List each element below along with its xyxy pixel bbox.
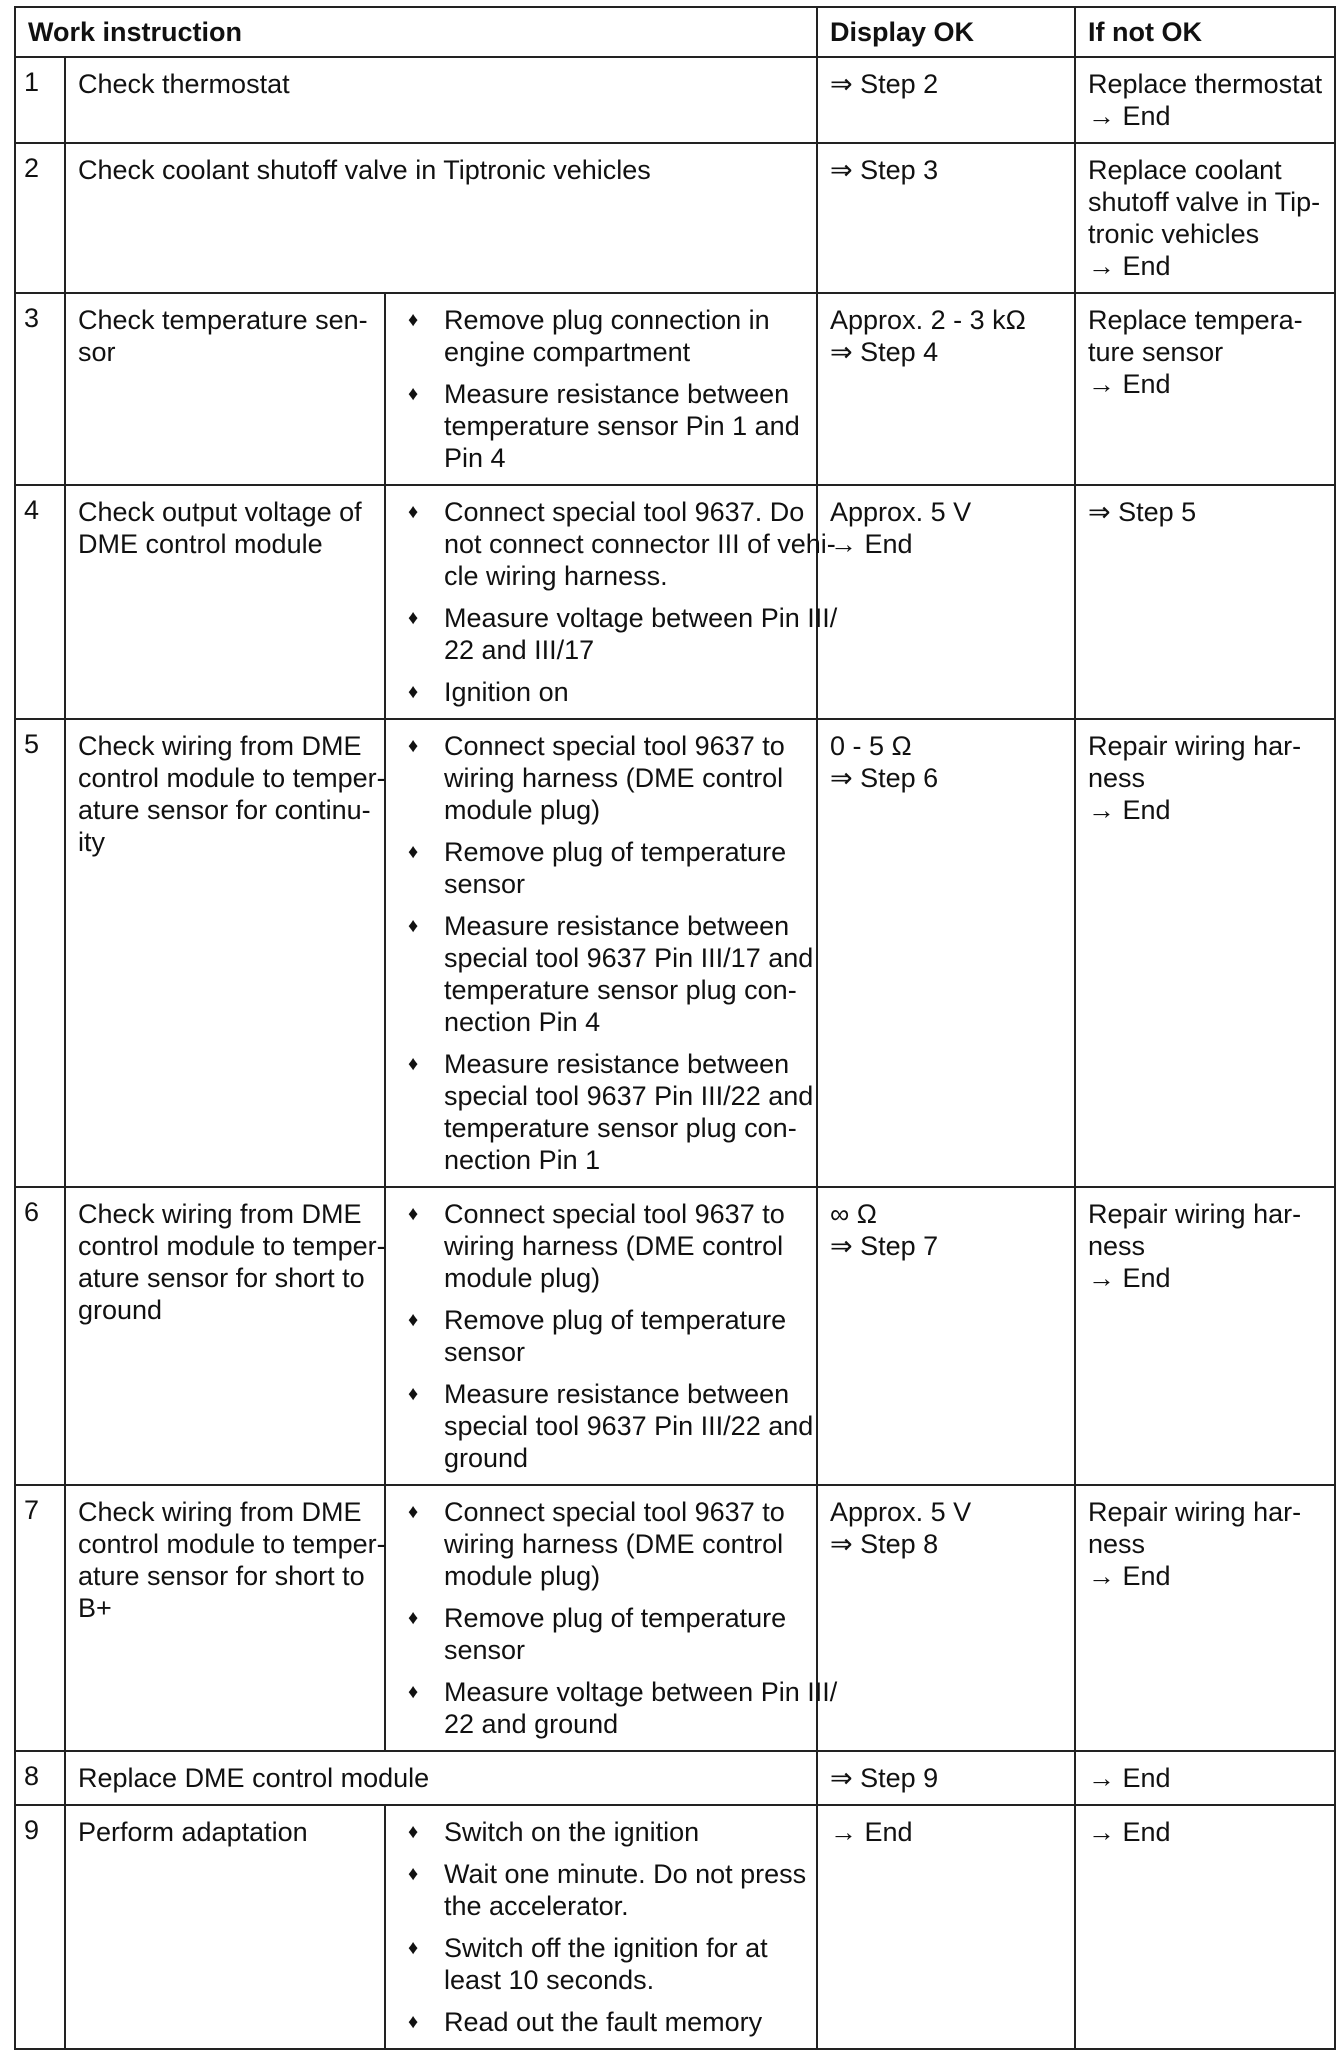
display-ok-cell: [817, 293, 1075, 485]
display-ok-cell: [817, 1485, 1075, 1751]
action-line: Wait one minute. Do not press: [444, 1859, 807, 1889]
action-list-cell: [385, 1805, 817, 2049]
bullet-icon: ♦: [408, 1501, 419, 1523]
task-description-line: Replace DME control module: [78, 1763, 430, 1793]
if-not-ok-cell: [1075, 719, 1335, 1187]
step-number: 4: [15, 485, 65, 719]
action-line: least 10 seconds.: [444, 1965, 655, 1995]
action-line: module plug): [444, 795, 601, 825]
action-line: wiring harness (DME control: [444, 1529, 784, 1559]
action-list: [398, 1816, 807, 2038]
display-ok-cell-line: → End: [830, 529, 913, 559]
if-not-ok-cell-line: → End: [1088, 1763, 1171, 1793]
action-item: [398, 2006, 804, 2038]
if-not-ok-cell: [1075, 293, 1335, 485]
task-description: [65, 1187, 385, 1485]
table-row: [15, 1187, 1335, 1485]
action-line: Measure resistance between: [444, 1049, 790, 1079]
action-list: [398, 1496, 838, 1740]
display-ok-cell-line: 0 - 5 Ω: [830, 731, 912, 761]
bullet-icon: ♦: [408, 1821, 419, 1843]
display-ok-cell-line: ⇒ Step 4: [830, 337, 939, 367]
if-not-ok-cell: [1075, 1805, 1335, 2049]
step-number: 3: [15, 293, 65, 485]
task-description-line: control module to temper-: [78, 1231, 386, 1261]
task-description-line: B+: [78, 1593, 112, 1623]
table-row: [15, 1485, 1335, 1751]
step-number: 1: [15, 57, 65, 143]
action-line: ground: [444, 1443, 529, 1473]
action-item: [398, 1496, 804, 1592]
display-ok-cell: [817, 143, 1075, 293]
action-line: not connect connector III of vehi-: [444, 529, 836, 559]
bullet-icon: ♦: [408, 2011, 419, 2033]
task-description-line: DME control module: [78, 529, 323, 559]
header-if-not-ok: If not OK: [1075, 7, 1335, 57]
display-ok-cell: [817, 1187, 1075, 1485]
if-not-ok-cell: [1075, 485, 1335, 719]
action-item: [398, 836, 804, 900]
display-ok-cell-line: ⇒ Step 7: [830, 1231, 939, 1261]
if-not-ok-cell: [1075, 1751, 1335, 1805]
action-line: Read out the fault memory: [444, 2007, 763, 2037]
action-line: 22 and ground: [444, 1709, 619, 1739]
step-number: 5: [15, 719, 65, 1187]
action-item: [398, 1932, 804, 1996]
task-description-line: ature sensor for continu-: [78, 795, 371, 825]
action-item: [398, 730, 804, 826]
if-not-ok-cell: [1075, 1485, 1335, 1751]
if-not-ok-cell-line: tronic vehicles: [1088, 219, 1260, 249]
if-not-ok-cell-line: → End: [1088, 795, 1171, 825]
if-not-ok-cell: [1075, 1187, 1335, 1485]
task-description: [65, 1485, 385, 1751]
bullet-icon: ♦: [408, 1309, 419, 1331]
action-item: [398, 676, 804, 708]
task-description-line: ature sensor for short to: [78, 1263, 365, 1293]
header-work-instruction: Work instruction: [15, 7, 817, 57]
display-ok-cell: [817, 57, 1075, 143]
display-ok-cell: [817, 485, 1075, 719]
task-description-line: control module to temper-: [78, 1529, 386, 1559]
table-header-row: [15, 7, 1335, 57]
if-not-ok-cell-line: Replace coolant: [1088, 155, 1282, 185]
task-description-line: Check temperature sen-: [78, 305, 368, 335]
action-line: Connect special tool 9637. Do: [444, 497, 805, 527]
task-description-line: ature sensor for short to: [78, 1561, 365, 1591]
action-line: temperature sensor plug con-: [444, 1113, 797, 1143]
task-description-line: ity: [78, 827, 105, 857]
action-line: the accelerator.: [444, 1891, 629, 1921]
task-description-line: Perform adaptation: [78, 1817, 308, 1847]
bullet-icon: ♦: [408, 1863, 419, 1885]
display-ok-cell-line: ∞ Ω: [830, 1199, 877, 1229]
display-ok-cell-line: ⇒ Step 2: [830, 69, 939, 99]
if-not-ok-cell-line: ture sensor: [1088, 337, 1224, 367]
bullet-icon: ♦: [408, 607, 419, 629]
table-row: [15, 57, 1335, 143]
action-line: special tool 9637 Pin III/17 and: [444, 943, 814, 973]
action-list: [398, 496, 838, 708]
display-ok-cell: [817, 719, 1075, 1187]
display-ok-cell-line: ⇒ Step 8: [830, 1529, 939, 1559]
if-not-ok-cell-line: → End: [1088, 251, 1171, 281]
if-not-ok-cell-line: → End: [1088, 1561, 1171, 1591]
action-line: Remove plug of temperature: [444, 837, 787, 867]
action-list-cell: [385, 485, 838, 719]
task-description-line: Check thermostat: [78, 69, 290, 99]
bullet-icon: ♦: [408, 383, 419, 405]
bullet-icon: ♦: [408, 1053, 419, 1075]
if-not-ok-cell-line: Replace thermostat: [1088, 69, 1323, 99]
task-description-line: ground: [78, 1295, 163, 1325]
action-item: [398, 1676, 838, 1740]
action-item: [398, 304, 804, 368]
action-item: [398, 378, 804, 474]
step-number: 8: [15, 1751, 65, 1805]
work-instruction-table: [14, 6, 1336, 2050]
table-row: [15, 485, 1335, 719]
display-ok-cell-line: ⇒ Step 9: [830, 1763, 939, 1793]
action-line: Pin 4: [444, 443, 506, 473]
bullet-icon: ♦: [408, 1607, 419, 1629]
table-row: [15, 1751, 1335, 1805]
action-item: [398, 1378, 814, 1474]
if-not-ok-cell-line: Repair wiring har-: [1088, 1497, 1302, 1527]
task-description: [65, 485, 385, 719]
action-list: [398, 1198, 814, 1474]
action-line: Remove plug of temperature: [444, 1603, 787, 1633]
action-item: [398, 1198, 804, 1294]
action-list-cell: [385, 1485, 838, 1751]
action-line: Connect special tool 9637 to: [444, 1497, 785, 1527]
action-list-cell: [385, 293, 817, 485]
task-description: [65, 57, 817, 143]
task-description: [65, 1751, 817, 1805]
if-not-ok-cell-line: → End: [1088, 1817, 1171, 1847]
bullet-icon: ♦: [408, 501, 419, 523]
action-line: 22 and III/17: [444, 635, 595, 665]
display-ok-cell-line: Approx. 5 V: [830, 497, 972, 527]
action-line: Measure resistance between: [444, 1379, 790, 1409]
task-description-line: control module to temper-: [78, 763, 386, 793]
bullet-icon: ♦: [408, 841, 419, 863]
action-item: [398, 496, 836, 592]
action-line: Remove plug connection in: [444, 305, 770, 335]
action-line: Connect special tool 9637 to: [444, 731, 785, 761]
if-not-ok-cell-line: Repair wiring har-: [1088, 1199, 1302, 1229]
task-description-line: sor: [78, 337, 116, 367]
if-not-ok-cell-line: shutoff valve in Tip-: [1088, 187, 1321, 217]
if-not-ok-cell-line: ⇒ Step 5: [1088, 497, 1197, 527]
if-not-ok-cell-line: ness: [1088, 1231, 1146, 1261]
action-line: Switch on the ignition: [444, 1817, 700, 1847]
bullet-icon: ♦: [408, 681, 419, 703]
action-line: temperature sensor Pin 1 and: [444, 411, 800, 441]
action-list: [398, 730, 814, 1176]
display-ok-cell: [817, 1751, 1075, 1805]
action-line: Measure resistance between: [444, 911, 790, 941]
bullet-icon: ♦: [408, 309, 419, 331]
display-ok-cell-line: Approx. 5 V: [830, 1497, 972, 1527]
display-ok-cell-line: ⇒ Step 6: [830, 763, 939, 793]
action-item: [398, 602, 838, 666]
bullet-icon: ♦: [408, 1203, 419, 1225]
if-not-ok-cell-line: → End: [1088, 101, 1171, 131]
display-ok-cell-line: → End: [830, 1817, 913, 1847]
action-line: Remove plug of temperature: [444, 1305, 787, 1335]
action-line: nection Pin 4: [444, 1007, 601, 1037]
action-line: Connect special tool 9637 to: [444, 1199, 785, 1229]
action-line: special tool 9637 Pin III/22 and: [444, 1411, 814, 1441]
task-description-line: Check output voltage of: [78, 497, 362, 527]
display-ok-cell-line: ⇒ Step 3: [830, 155, 939, 185]
bullet-icon: ♦: [408, 735, 419, 757]
action-line: cle wiring harness.: [444, 561, 668, 591]
action-item: [398, 1816, 804, 1848]
table-row: [15, 719, 1335, 1187]
step-number: 9: [15, 1805, 65, 2049]
header-display-ok: Display OK: [817, 7, 1075, 57]
task-description-line: Check coolant shutoff valve in Tiptronic vehicles: [78, 155, 651, 185]
display-ok-cell-line: Approx. 2 - 3 kΩ: [830, 305, 1026, 335]
action-line: sensor: [444, 1337, 526, 1367]
action-line: engine compartment: [444, 337, 691, 367]
table-row: [15, 293, 1335, 485]
action-line: Ignition on: [444, 677, 569, 707]
task-description: [65, 719, 385, 1187]
table-row: [15, 143, 1335, 293]
action-item: [398, 1304, 804, 1368]
step-number: 2: [15, 143, 65, 293]
task-description-line: Check wiring from DME: [78, 1497, 362, 1527]
if-not-ok-cell: [1075, 57, 1335, 143]
action-line: wiring harness (DME control: [444, 763, 784, 793]
bullet-icon: ♦: [408, 915, 419, 937]
action-item: [398, 1858, 807, 1922]
action-line: sensor: [444, 869, 526, 899]
action-line: Measure voltage between Pin III/: [444, 1677, 838, 1707]
if-not-ok-cell-line: → End: [1088, 369, 1171, 399]
action-list-cell: [385, 719, 817, 1187]
table-row: [15, 1805, 1335, 2049]
bullet-icon: ♦: [408, 1383, 419, 1405]
step-number: 7: [15, 1485, 65, 1751]
bullet-icon: ♦: [408, 1681, 419, 1703]
if-not-ok-cell-line: ness: [1088, 763, 1146, 793]
task-description: [65, 293, 385, 485]
action-line: Switch off the ignition for at: [444, 1933, 768, 1963]
if-not-ok-cell-line: → End: [1088, 1263, 1171, 1293]
bullet-icon: ♦: [408, 1937, 419, 1959]
action-list: [398, 304, 804, 474]
action-line: module plug): [444, 1561, 601, 1591]
action-line: Measure voltage between Pin III/: [444, 603, 838, 633]
action-item: [398, 910, 814, 1038]
task-description-line: Check wiring from DME: [78, 731, 362, 761]
action-item: [398, 1048, 814, 1176]
display-ok-cell: [817, 1805, 1075, 2049]
if-not-ok-cell-line: Replace tempera-: [1088, 305, 1303, 335]
if-not-ok-cell-line: ness: [1088, 1529, 1146, 1559]
action-line: Measure resistance between: [444, 379, 790, 409]
action-item: [398, 1602, 804, 1666]
action-line: wiring harness (DME control: [444, 1231, 784, 1261]
action-line: nection Pin 1: [444, 1145, 601, 1175]
action-line: special tool 9637 Pin III/22 and: [444, 1081, 814, 1111]
action-line: module plug): [444, 1263, 601, 1293]
action-line: temperature sensor plug con-: [444, 975, 797, 1005]
action-list-cell: [385, 1187, 817, 1485]
task-description: [65, 143, 817, 293]
if-not-ok-cell-line: Repair wiring har-: [1088, 731, 1302, 761]
action-line: sensor: [444, 1635, 526, 1665]
task-description-line: Check wiring from DME: [78, 1199, 362, 1229]
task-description: [65, 1805, 385, 2049]
if-not-ok-cell: [1075, 143, 1335, 293]
step-number: 6: [15, 1187, 65, 1485]
